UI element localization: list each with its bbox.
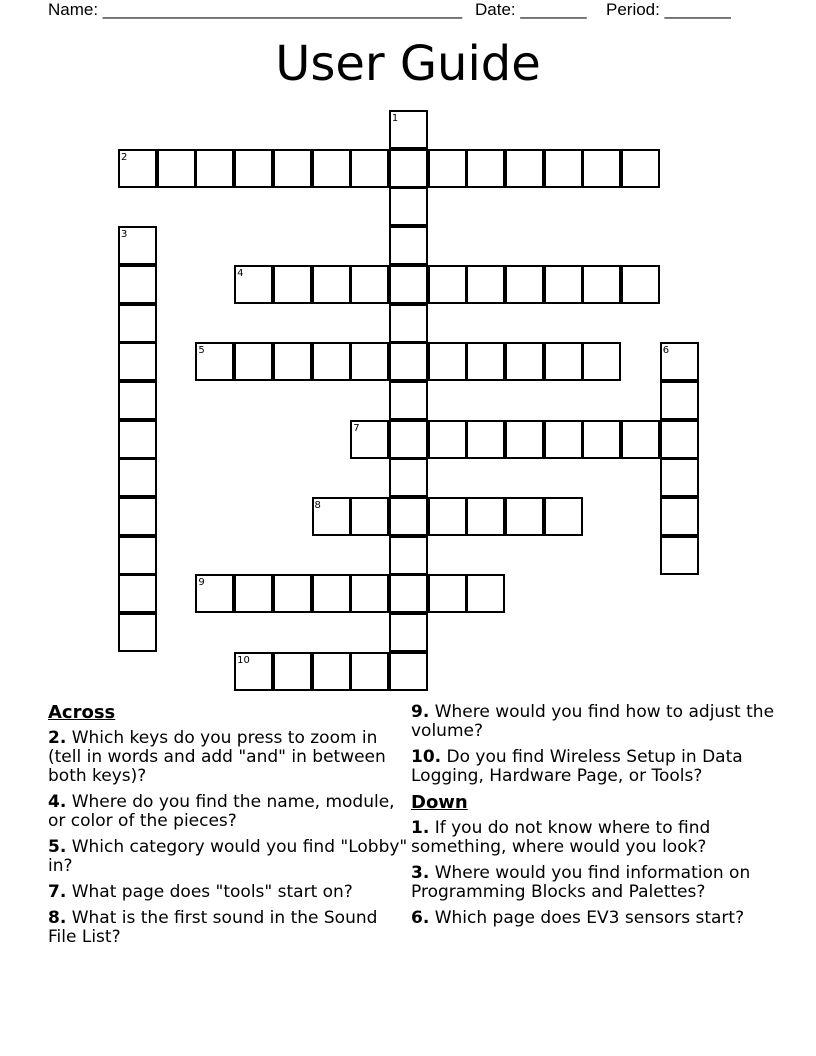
- crossword-cell[interactable]: [312, 149, 351, 188]
- date-field-label: Date: _______: [475, 0, 587, 19]
- crossword-cell[interactable]: [118, 342, 157, 381]
- crossword-cell[interactable]: [466, 497, 505, 536]
- crossword-cell[interactable]: [273, 652, 312, 691]
- crossword-cell[interactable]: [118, 574, 157, 613]
- across-clue-4: 4. Where do you find the name, module, or color of the pieces?: [48, 792, 395, 831]
- crossword-cell[interactable]: [118, 497, 157, 536]
- clue-number: 3: [121, 229, 128, 241]
- crossword-cell[interactable]: [273, 574, 312, 613]
- crossword-cell[interactable]: [621, 265, 660, 304]
- crossword-cell[interactable]: [428, 265, 467, 304]
- clues-left-column: [48, 703, 408, 954]
- crossword-cell[interactable]: [312, 497, 351, 536]
- crossword-cell[interactable]: [118, 536, 157, 575]
- clue-number: 8: [314, 500, 321, 511]
- crossword-cell[interactable]: [312, 265, 351, 304]
- clue-number: 10: [237, 654, 250, 666]
- crossword-cell[interactable]: [350, 497, 389, 536]
- crossword-cell[interactable]: [234, 652, 273, 691]
- crossword-cell[interactable]: [350, 420, 389, 459]
- crossword-cell[interactable]: [389, 613, 428, 652]
- crossword-cell[interactable]: [389, 304, 428, 343]
- crossword-cell[interactable]: [466, 574, 505, 613]
- crossword-cell[interactable]: [466, 149, 505, 188]
- crossword-cell[interactable]: [621, 420, 660, 459]
- down-clue-3: 3. Where would you find information on Programming Blocks and Palettes?: [411, 863, 751, 902]
- crossword-cell[interactable]: [312, 652, 351, 691]
- crossword-cell[interactable]: [234, 149, 273, 188]
- crossword-cell[interactable]: [389, 265, 428, 304]
- crossword-cell[interactable]: [544, 420, 583, 459]
- across-heading: Across: [48, 702, 116, 723]
- period-field-label: Period: _______: [606, 0, 731, 19]
- crossword-cell[interactable]: [389, 149, 428, 188]
- down-clue-1: 1. If you do not know where to find something, where would you look?: [411, 818, 711, 857]
- crossword-cell[interactable]: [428, 342, 467, 381]
- crossword-cell[interactable]: [466, 342, 505, 381]
- crossword-cell[interactable]: [389, 652, 428, 691]
- crossword-cell[interactable]: [660, 497, 699, 536]
- crossword-cell[interactable]: [466, 265, 505, 304]
- crossword-cell[interactable]: [118, 304, 157, 343]
- crossword-cell[interactable]: [234, 265, 273, 304]
- clue-number: 2: [121, 151, 128, 163]
- crossword-cell[interactable]: [660, 458, 699, 497]
- crossword-cell[interactable]: [505, 420, 544, 459]
- crossword-cell[interactable]: [389, 420, 428, 459]
- crossword-cell[interactable]: [157, 149, 196, 188]
- crossword-cell[interactable]: [544, 497, 583, 536]
- crossword-cell[interactable]: [389, 574, 428, 613]
- across-clue-7: 7. What page does "tools" start on?: [48, 882, 353, 902]
- crossword-cell[interactable]: [195, 342, 234, 381]
- crossword-cell[interactable]: [389, 187, 428, 226]
- crossword-cell[interactable]: [582, 420, 621, 459]
- across-clue-5: 5. Which category would you find "Lobby" in?: [48, 837, 408, 876]
- crossword-cell[interactable]: [428, 149, 467, 188]
- crossword-cell[interactable]: [428, 420, 467, 459]
- crossword-cell[interactable]: [118, 613, 157, 652]
- crossword-cell[interactable]: [389, 110, 428, 149]
- clue-number: 5: [198, 345, 205, 357]
- crossword-cell[interactable]: [118, 420, 157, 459]
- clue-number: 9: [198, 577, 205, 589]
- crossword-cell[interactable]: [660, 342, 699, 381]
- crossword-cell[interactable]: [389, 458, 428, 497]
- crossword-cell[interactable]: [389, 497, 428, 536]
- crossword-cell[interactable]: [428, 497, 467, 536]
- clue-number: 1: [391, 113, 399, 124]
- crossword-cell[interactable]: [118, 265, 157, 304]
- page-title: User Guide: [275, 36, 541, 92]
- crossword-cell[interactable]: [389, 226, 428, 265]
- crossword-cell[interactable]: [350, 574, 389, 613]
- crossword-cell[interactable]: [389, 381, 428, 420]
- clues-right-column: [411, 703, 791, 935]
- across-clue-8: 8. What is the first sound in the Sound File List?: [48, 908, 378, 947]
- down-clue-6: 6. Which page does EV3 sensors start?: [411, 908, 745, 928]
- crossword-cell[interactable]: [544, 149, 583, 188]
- crossword-cell[interactable]: [273, 149, 312, 188]
- crossword-cell[interactable]: [582, 342, 621, 381]
- crossword-cell[interactable]: [350, 149, 389, 188]
- crossword-cell[interactable]: [350, 342, 389, 381]
- crossword-cell[interactable]: [350, 265, 389, 304]
- crossword-cell[interactable]: [350, 652, 389, 691]
- clue-number: 4: [237, 267, 244, 279]
- crossword-cell[interactable]: [389, 342, 428, 381]
- crossword-cell[interactable]: [312, 574, 351, 613]
- crossword-cell[interactable]: [389, 536, 428, 575]
- crossword-cell[interactable]: [118, 381, 157, 420]
- name-field-label: Name: ______________________________________: [48, 0, 463, 19]
- crossword-cell[interactable]: [660, 381, 699, 420]
- across-clue-10: 10. Do you find Wireless Setup in Data Logging, Hardware Page, or Tools?: [411, 747, 743, 786]
- crossword-cell[interactable]: [505, 265, 544, 304]
- crossword-cell[interactable]: [660, 420, 699, 459]
- crossword-cell[interactable]: [118, 149, 157, 188]
- crossword-cell[interactable]: [505, 497, 544, 536]
- across-clue-2: 2. Which keys do you press to zoom in (tell in words and add "and" in between both keys)?: [48, 728, 386, 786]
- crossword-cell[interactable]: [312, 342, 351, 381]
- crossword-cell[interactable]: [118, 226, 157, 265]
- crossword-cell[interactable]: [582, 149, 621, 188]
- crossword-cell[interactable]: [505, 149, 544, 188]
- crossword-cell[interactable]: [621, 149, 660, 188]
- crossword-cell[interactable]: [234, 574, 273, 613]
- crossword-cell[interactable]: [195, 149, 234, 188]
- crossword-cell[interactable]: [234, 342, 273, 381]
- crossword-cell[interactable]: [273, 342, 312, 381]
- clue-number: 6: [662, 345, 670, 357]
- crossword-cell[interactable]: [428, 574, 467, 613]
- across-clue-9: 9. Where would you find how to adjust the volume?: [411, 702, 775, 741]
- crossword-cell[interactable]: [582, 265, 621, 304]
- clue-number: 7: [353, 422, 360, 434]
- crossword-cell[interactable]: [544, 265, 583, 304]
- down-heading: Down: [411, 792, 468, 813]
- crossword-cell[interactable]: [544, 342, 583, 381]
- crossword-cell[interactable]: [505, 342, 544, 381]
- crossword-cell[interactable]: [118, 458, 157, 497]
- crossword-cell[interactable]: [195, 574, 234, 613]
- crossword-cell[interactable]: [660, 536, 699, 575]
- crossword-cell[interactable]: [273, 265, 312, 304]
- crossword-cell[interactable]: [466, 420, 505, 459]
